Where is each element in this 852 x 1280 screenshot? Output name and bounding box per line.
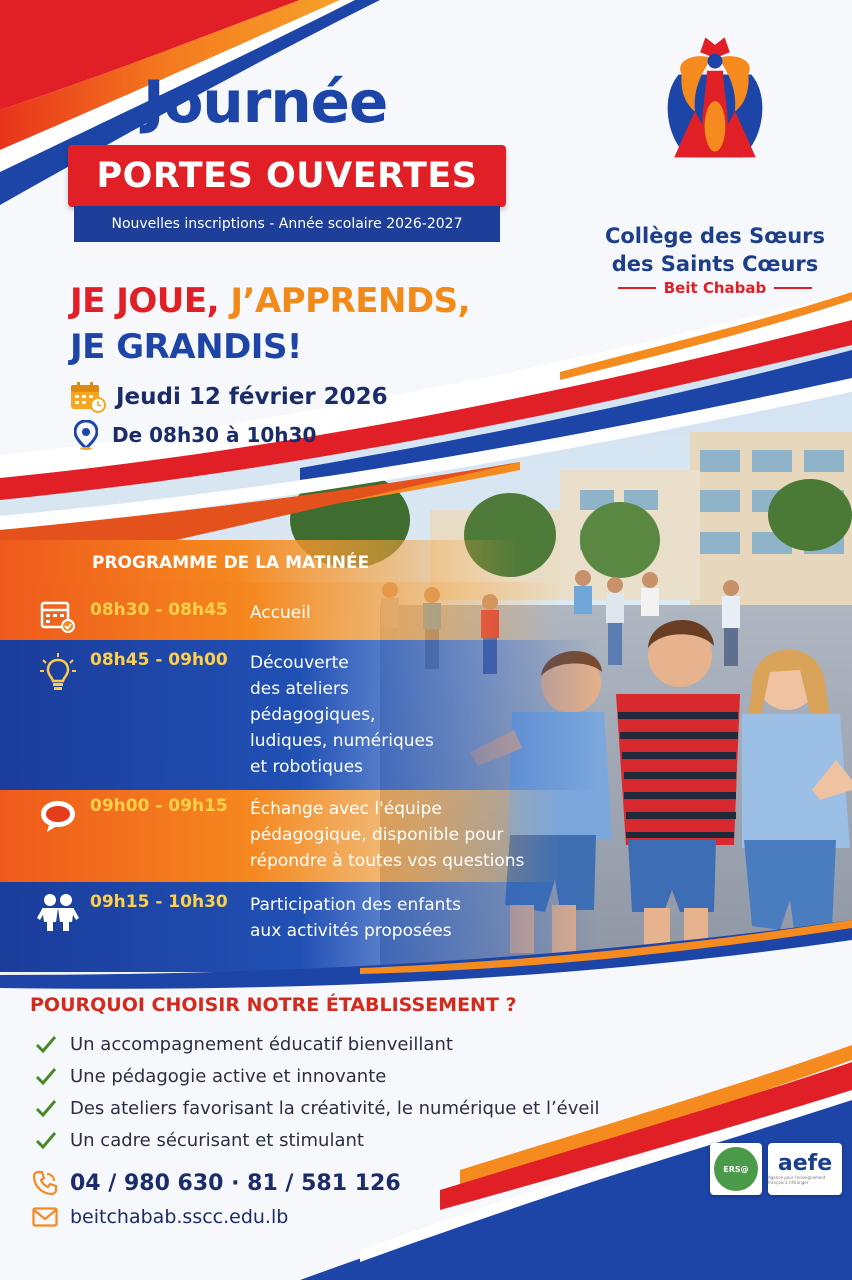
event-banner-text: PORTES OUVERTES <box>96 156 478 196</box>
list-item <box>34 1092 599 1124</box>
programme-desc <box>250 892 461 944</box>
check-icon <box>34 1066 58 1086</box>
check-icon <box>34 1098 58 1118</box>
school-name-line-1: Collège des Sœurs <box>604 224 826 248</box>
list-item-text: Des ateliers favorisant la créativité, le numérique et l’éveil <box>70 1097 600 1119</box>
programme-desc-line: pédagogiques, <box>250 705 376 725</box>
event-banner <box>68 145 506 207</box>
programme-desc-line: pédagogique, disponible pour <box>250 825 504 845</box>
list-item <box>34 1124 599 1156</box>
programme-time: 08h30 - 08h45 <box>90 600 228 620</box>
phone-icon <box>32 1170 58 1196</box>
programme-title: PROGRAMME DE LA MATINÉE <box>92 553 370 573</box>
check-icon <box>34 1034 58 1054</box>
why-list <box>34 1028 599 1156</box>
school-location <box>610 279 820 297</box>
programme-desc-line: répondre à toutes vos questions <box>250 851 525 871</box>
school-logo <box>600 30 830 230</box>
subtitle-banner <box>74 206 500 242</box>
programme-item <box>36 652 434 780</box>
programme-desc <box>250 796 524 874</box>
list-item <box>34 1028 599 1060</box>
why-title: POURQUOI CHOISIR NOTRE ÉTABLISSEMENT ? <box>30 994 517 1016</box>
location-pin-icon <box>74 420 98 450</box>
divider-left <box>618 287 656 289</box>
event-date-text: Jeudi 12 février 2026 <box>116 384 388 410</box>
list-item-text: Un cadre sécurisant et stimulant <box>70 1129 364 1151</box>
phone-text[interactable]: 04 / 980 630 · 81 / 581 126 <box>70 1170 401 1196</box>
event-time <box>74 420 316 450</box>
calendar-icon <box>36 596 80 636</box>
slogan-part-3: JE GRANDIS! <box>70 327 302 367</box>
programme-desc-line: et robotiques <box>250 757 364 777</box>
school-name-line-2: des Saints Cœurs <box>611 252 819 276</box>
page-title: Journée <box>143 68 388 136</box>
event-date <box>70 381 388 413</box>
school-name <box>600 222 830 278</box>
lightbulb-icon <box>36 652 80 692</box>
programme-desc-line: aux activités proposées <box>250 921 452 941</box>
programme-item <box>36 892 461 944</box>
slogan-part-1: JE JOUE, <box>70 281 220 321</box>
programme-time: 09h00 - 09h15 <box>90 796 228 816</box>
eras-logo <box>714 1147 758 1191</box>
programme-desc-line: Échange avec l'équipe <box>250 799 442 819</box>
programme-desc <box>250 650 434 780</box>
aefe-logo-text: aefe <box>777 1151 833 1176</box>
school-location-text: Beit Chabab <box>663 279 767 297</box>
divider-right <box>774 287 812 289</box>
check-icon <box>34 1130 58 1150</box>
list-item <box>34 1060 599 1092</box>
eras-badge <box>710 1143 762 1195</box>
programme-desc-line: Participation des enfants <box>250 895 461 915</box>
slogan <box>70 278 530 370</box>
website-link[interactable]: beitchabab.sscc.edu.lb <box>70 1206 289 1228</box>
contact-website[interactable] <box>32 1206 288 1228</box>
subtitle-text: Nouvelles inscriptions - Année scolaire 2026-2027 <box>111 216 463 232</box>
programme-time: 08h45 - 09h00 <box>90 650 228 670</box>
list-item-text: Une pédagogie active et innovante <box>70 1065 387 1087</box>
event-time-text: De 08h30 à 10h30 <box>112 423 317 447</box>
programme-time: 09h15 - 10h30 <box>90 892 228 912</box>
chat-bubble-icon <box>36 796 80 836</box>
slogan-part-2: J’APPRENDS, <box>230 281 471 321</box>
calendar-icon <box>70 381 106 413</box>
eras-logo-text: ERS@ <box>723 1164 749 1174</box>
programme-item <box>36 796 524 874</box>
programme-desc-line: Accueil <box>250 603 311 623</box>
programme-desc-line: Découverte <box>250 653 349 673</box>
aefe-subtext: Agence pour l'enseignement français à l'étranger <box>768 1175 826 1185</box>
mail-icon <box>32 1207 58 1227</box>
programme-desc-line: des ateliers <box>250 679 349 699</box>
list-item-text: Un accompagnement éducatif bienveillant <box>70 1033 453 1055</box>
contact-phone[interactable] <box>32 1170 401 1196</box>
children-icon <box>36 892 80 932</box>
programme-desc-line: ludiques, numériques <box>250 731 434 751</box>
programme-item <box>36 596 311 636</box>
aefe-badge <box>768 1143 842 1195</box>
programme-desc <box>250 600 311 626</box>
